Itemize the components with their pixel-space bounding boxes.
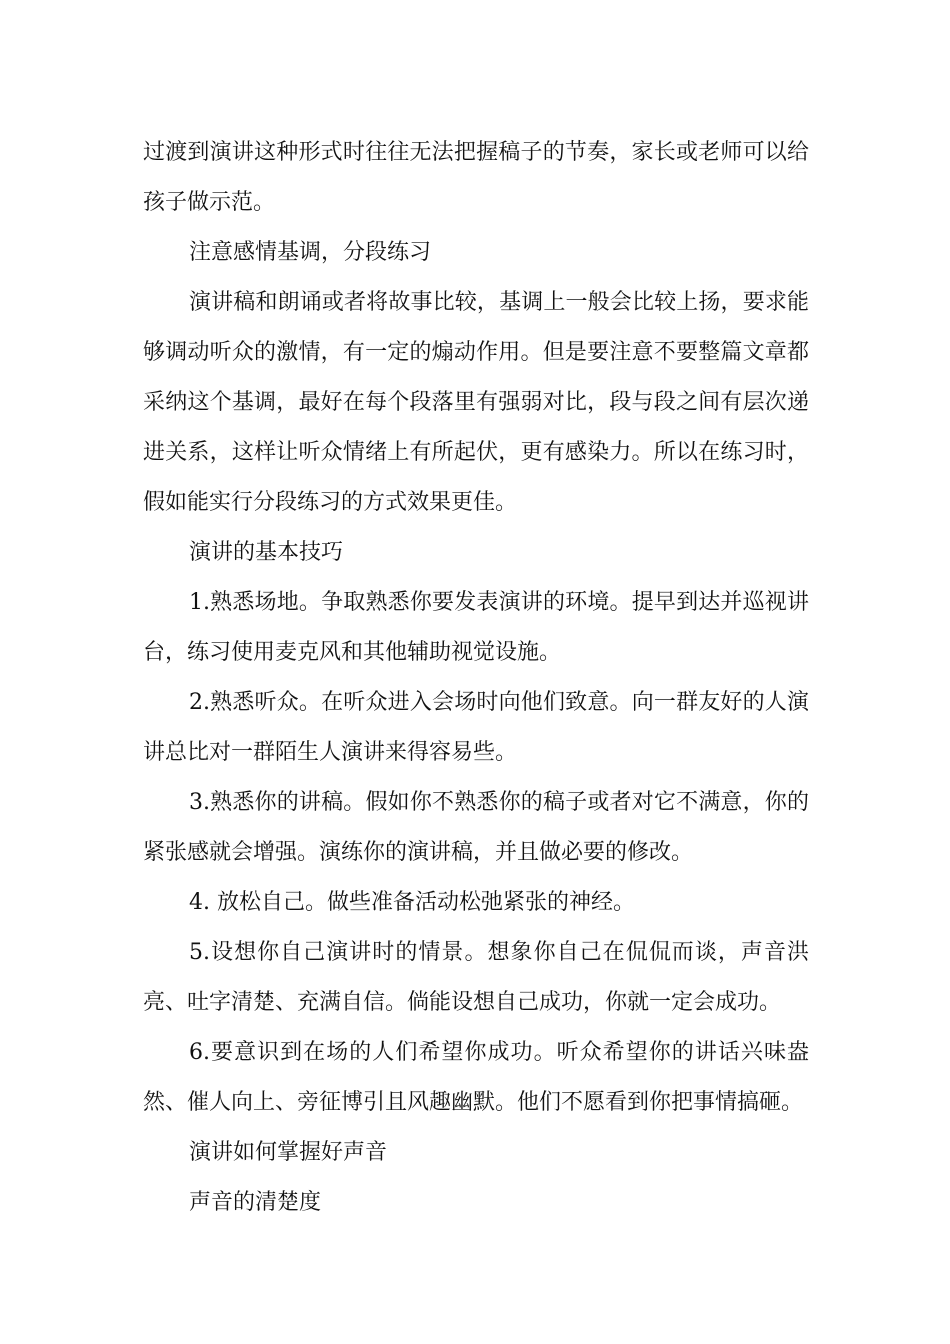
document-body — [143, 128, 809, 1228]
list-item: 3.熟悉你的讲稿。假如你不熟悉你的稿子或者对它不满意，你的紧张感就会增强。演练你的演讲稿，并且做必要的修改。 — [143, 790, 809, 865]
paragraph: 演讲稿和朗诵或者将故事比较，基调上一般会比较上扬，要求能够调动听众的激情，有一定的煽动作用。但是要注意不要整篇文章都采纳这个基调，最好在每个段落里有强弱对比，段与段之间有层次递进关系，这样让听众情绪上有所起伏，更有感染力。所以在练习时，假如能实行分段练习的方式效果更佳。 — [143, 290, 809, 515]
list-item: 4. 放松自己。做些准备活动松弛紧张的神经。 — [189, 890, 635, 915]
list-item: 1.熟悉场地。争取熟悉你要发表演讲的环境。提早到达并巡视讲台，练习使用麦克风和其他辅助视觉设施。 — [143, 590, 809, 665]
paragraph: 过渡到演讲这种形式时往往无法把握稿子的节奏，家长或老师可以给孩子做示范。 — [143, 140, 809, 215]
section-heading: 注意感情基调，分段练习 — [189, 240, 432, 265]
list-item: 6.要意识到在场的人们希望你成功。听众希望你的讲话兴味盎然、催人向上、旁征博引且风趣幽默。他们不愿看到你把事情搞砸。 — [143, 1040, 809, 1115]
list-item: 2.熟悉听众。在听众进入会场时向他们致意。向一群友好的人演讲总比对一群陌生人演讲来得容易些。 — [143, 690, 809, 765]
section-heading: 声音的清楚度 — [189, 1190, 322, 1215]
section-heading: 演讲如何掌握好声音 — [189, 1140, 388, 1165]
section-heading: 演讲的基本技巧 — [189, 540, 344, 565]
list-item: 5.设想你自己演讲时的情景。想象你自己在侃侃而谈，声音洪亮、吐字清楚、充满自信。倘能设想自己成功，你就一定会成功。 — [143, 940, 809, 1015]
